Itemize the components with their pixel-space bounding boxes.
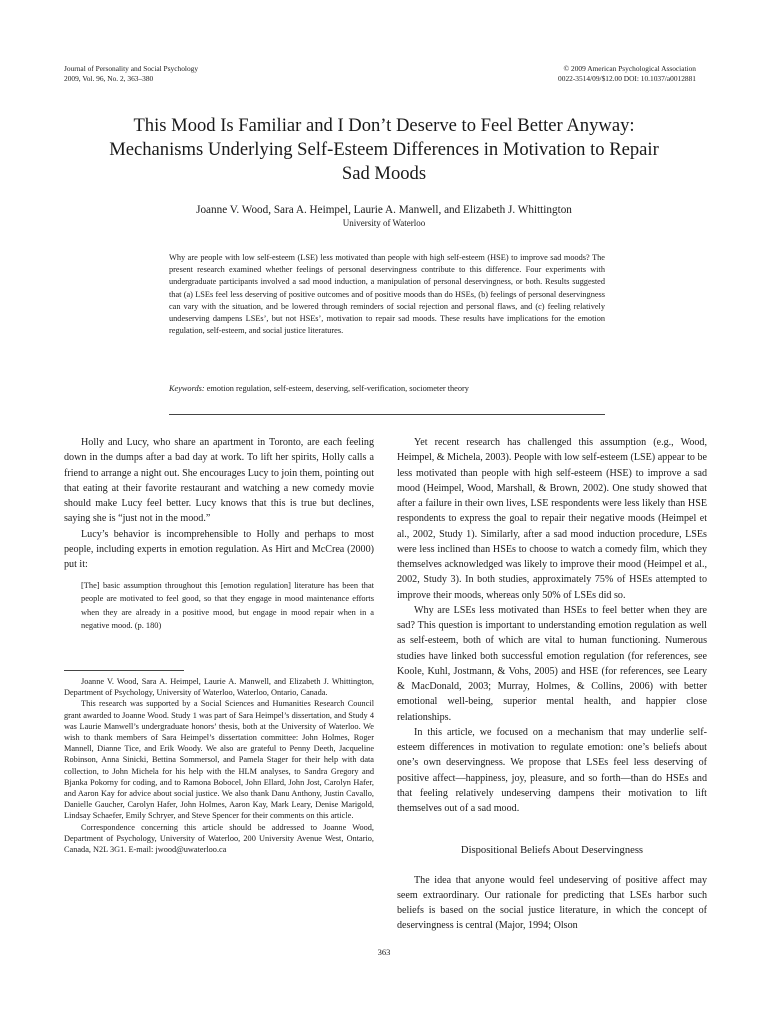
keywords-label: Keywords: (169, 384, 205, 393)
journal-citation (64, 64, 198, 83)
keywords (169, 383, 605, 394)
title-line-2: Mechanisms Underlying Self-Esteem Differences in Motivation to Repair (109, 138, 659, 160)
copyright-block (558, 64, 696, 83)
copyright: © 2009 American Psychological Association (563, 64, 696, 73)
abstract-divider (169, 414, 605, 415)
right-column (397, 435, 707, 934)
footnote: Joanne V. Wood, Sara A. Heimpel, Laurie A. Manwell, and Elizabeth J. Whittington, Department of Psychology, University of Waterloo, Waterloo, Ontario, Canada. (64, 677, 374, 698)
paragraph: Yet recent research has challenged this assumption (e.g., Wood, Heimpel, & Michela, 2003). People with low self-esteem (LSE) appear to be less motivated than people with high self-esteem (HSE) to improve a sad mood (Heimpel, Wood, Marshall, & Brown, 2002). One study showed that after a failure in their own lives, LSE respondents were less likely than HSE respondents to express the goal to repair their negative moods (Heimpel et al., 2002, Study 1). Similarly, after a sad mood induction procedure, LSEs were less inclined than HSEs to choose to watch a comedy film, which they themselves acknowledged was likely to improve their mood (Heimpel et al., 2002, Study 3). In both studies, approximately 75% of HSEs attempted to improve their moods, whereas only 50% of LSEs did so. (397, 437, 708, 601)
article-title (60, 114, 708, 185)
journal-volume: 2009, Vol. 96, No. 2, 363–380 (64, 73, 154, 83)
page-number: 363 (377, 947, 391, 957)
footnote-divider (64, 670, 184, 671)
abstract: Why are people with low self-esteem (LSE) less motivated than people with high self-esteem (HSE) to improve sad moods? The present research examined whether feelings of personal deservingness contribute to this difference. Four experiments with undergraduate participants involved a sad mood induction, a manipulation of personal deservingness, or both. Results suggested that (a) LSEs feel less deserving of positive outcomes and of positive moods than do HSEs, (b) feelings of personal deservingness can vary with the situation, and be lowered through reminders of social rejection and personal flaws, and (c) feeling relatively undeserving dampens LSEs’, but not HSEs’, motivation to repair sad moods. These results have implications for the emotion regulation, self-esteem, and social justice literatures. (169, 253, 605, 336)
paragraph: Holly and Lucy, who share an apartment in Toronto, are each feeling down in the dumps after a bad day at work. To lift her spirits, Holly calls a friend to arrange a night out. She encourages Lucy to join them, pointing out that eating at their favorite restaurant and watching a new comedy movie should make Lucy feel better. Lucy knows that this is true but declines, saying she is “just not in the mood.” (64, 437, 374, 525)
journal-name: Journal of Personality and Social Psychology (64, 64, 199, 73)
title-line-1: This Mood Is Familiar and I Don’t Deserve to Feel Better Anyway: (133, 115, 635, 136)
doi: 0022-3514/09/$12.00 DOI: 10.1037/a0012881 (558, 73, 696, 83)
affiliation: University of Waterloo (342, 218, 426, 228)
footnote: Correspondence concerning this article should be addressed to Joanne Wood, Department of Psychology, University of Waterloo, 200 University Avenue West, Ontario, Canada, N2L 3G1. E-mail: jwood@uwaterloo.ca (64, 822, 374, 855)
paragraph: Lucy’s behavior is incomprehensible to Holly and perhaps to most people, including experts in emotion regulation. As Hirt and McCrea (2000) put it: (64, 528, 374, 570)
left-column (64, 435, 374, 632)
author-list: Joanne V. Wood, Sara A. Heimpel, Laurie A. Manwell, and Elizabeth J. Whittington (196, 204, 572, 216)
paragraph: Why are LSEs less motivated than HSEs to feel better when they are sad? This question is important to understanding emotion regulation as well as self-esteem, both of which are vital to human functioning. Numerous studies have linked both successful emotion regulation (for references, see Koole, Kuhl, Jostmann, & Vohs, 2005) and HSE (for references, see Leary & MacDonald, 2003; Murray, Holmes, & Collins, 2006) with better emotional well-being, superior mental health, and happier close relationships. (397, 604, 707, 723)
title-line-3: Sad Moods (341, 162, 427, 184)
paragraph: The idea that anyone would feel undeserving of positive affect may seem extraordinary. Our rationale for predicting that LSEs harbor such beliefs is based on the social justice literature, in which the concept of deservingness is central (Major, 1994; Olson (397, 874, 707, 932)
section-heading: Dispositional Beliefs About Deservingness (460, 845, 644, 857)
block-quote: [The] basic assumption throughout this [emotion regulation] literature has been that people are motivated to feel good, so that they engage in mood maintenance efforts when they are already in a positive mood, but engage in mood repair when in a negative mood. (p. 180) (81, 581, 374, 630)
author-note (64, 676, 374, 855)
keywords-text: emotion regulation, self-esteem, deserving, self-verification, sociometer theory (206, 384, 469, 393)
footnote: This research was supported by a Social Sciences and Humanities Research Council grant awarded to Joanne Wood. Study 1 was part of Sara Heimpel’s dissertation, and Study 4 was Laurie Manwell’s undergraduate honors’ thesis, both at the University of Waterloo. We wish to thank members of Sara Heimpel’s dissertation committee: John Holmes, Roger Mannell, Dianne Tice, and Erik Woody. We also are grateful to Penny Deeth, Jacqueline Robinson, Anna Sinicki, Bettina Sommersol, and Pamela Stager for their help with data collection, to John Michela for his help with the HLM analyses, to Sandra Gregory and Bjanka Pokorny for coding, and to Ramona Bobocel, John Ellard, John Jost, Carolyn Hafer, and Aaron Kay for advice about social justice. We also thank Danu Anthony, Justin Cavallo, Danielle Gaucher, Carolyn Hafer, John Holmes, Aaron Kay, Mark Leary, Denise Marigold, Lindsay Schaefer, Emily Schryer, and Steve Spencer for their comments on this article. (64, 699, 374, 821)
paragraph: In this article, we focused on a mechanism that may underlie self-esteem differences in motivation to regulate emotion: one’s beliefs about one’s own deservingness. We propose that LSEs feel less deserving of positive affect—happiness, joy, pleasure, and so forth—than do HSEs and that feeling relatively undeserving dampens their motivation to lift themselves out of a sad mood. (397, 726, 707, 814)
